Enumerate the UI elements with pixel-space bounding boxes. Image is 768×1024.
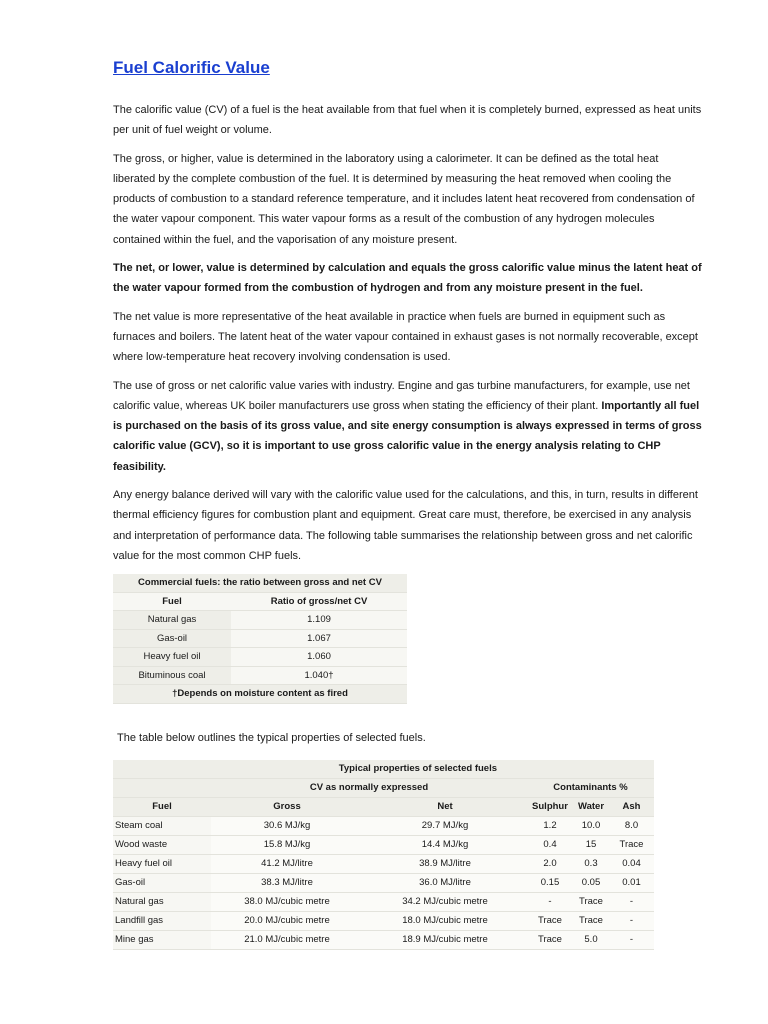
gross-cell: 15.8 MJ/kg [211, 835, 363, 854]
sulphur-cell: - [527, 892, 573, 911]
paragraph-gross-net-usage [113, 376, 703, 477]
document-body [113, 56, 703, 950]
table-row [113, 629, 407, 648]
contaminants-group-header: Contaminants % [527, 778, 654, 797]
net-cell: 36.0 MJ/litre [363, 873, 527, 892]
table-row [113, 611, 407, 630]
net-cell: 14.4 MJ/kg [363, 835, 527, 854]
fuel-cell: Wood waste [113, 835, 211, 854]
water-cell: 10.0 [573, 816, 609, 835]
header-net: Net [363, 797, 527, 816]
paragraph-gross-value: The gross, or higher, value is determined in the laboratory using a calorimeter. It can be defined as the total heat liberated by the complete combustion of the fuel. It is determined by measuring the heat removed when cooling the products of combustion to a standard reference temperature, and it includes latent heat recovered from condensation of the water vapour component. This water vapour forms as a result of the combustion of any hydrogen molecules contained within the fuel, and the vaporisation of any moisture present. [113, 152, 695, 246]
ratio-table-fuel-cell: Heavy fuel oil [113, 648, 231, 667]
table-row [113, 892, 654, 911]
gross-cell: 41.2 MJ/litre [211, 854, 363, 873]
ratio-table-ratio-cell: 1.109 [231, 611, 407, 630]
water-cell: Trace [573, 892, 609, 911]
ash-cell: 0.04 [609, 854, 654, 873]
water-cell: 0.3 [573, 854, 609, 873]
table-row [113, 666, 407, 685]
net-cell: 18.0 MJ/cubic metre [363, 911, 527, 930]
table-row [113, 873, 654, 892]
ratio-table-header-fuel: Fuel [113, 592, 231, 611]
ratio-table-caption: Commercial fuels: the ratio between gross and net CV [113, 574, 407, 592]
fuel-properties-table [113, 760, 654, 950]
fuel-cell: Steam coal [113, 816, 211, 835]
gross-cell: 21.0 MJ/cubic metre [211, 930, 363, 949]
header-sulphur: Sulphur [527, 797, 573, 816]
fuel-cell: Natural gas [113, 892, 211, 911]
ratio-table-ratio-cell: 1.067 [231, 629, 407, 648]
paragraph-cv-definition: The calorific value (CV) of a fuel is the heat available from that fuel when it is completely burned, expressed as heat units per unit of fuel weight or volume. [113, 104, 702, 137]
ash-cell: - [609, 911, 654, 930]
sulphur-cell: 0.4 [527, 835, 573, 854]
water-cell: 15 [573, 835, 609, 854]
table-row [113, 816, 654, 835]
ratio-table-fuel-cell: Bituminous coal [113, 666, 231, 685]
ratio-table-ratio-cell: 1.060 [231, 648, 407, 667]
gross-cell: 38.3 MJ/litre [211, 873, 363, 892]
paragraph-energy-balance: Any energy balance derived will vary with the calorific value used for the calculations, and this, in turn, results in different thermal efficiency figures for combustion plant and equipment. Great care must, therefore, be exercised in any analysis and interpretation of performance data. The following table summarises the relationship between gross and net calorific value for the most common CHP fuels. [113, 489, 698, 562]
cv-group-header: CV as normally expressed [211, 778, 527, 797]
water-cell: Trace [573, 911, 609, 930]
ratio-table-ratio-cell: 1.040† [231, 666, 407, 685]
ratio-table-fuel-cell: Natural gas [113, 611, 231, 630]
table-row [113, 835, 654, 854]
ash-cell: 0.01 [609, 873, 654, 892]
ratio-table-footnote: †Depends on moisture content as fired [113, 685, 407, 704]
header-water: Water [573, 797, 609, 816]
ash-cell: - [609, 930, 654, 949]
ratio-table-fuel-cell: Gas-oil [113, 629, 231, 648]
ash-cell: - [609, 892, 654, 911]
gross-cell: 20.0 MJ/cubic metre [211, 911, 363, 930]
paragraph-net-representative: The net value is more representative of the heat available in practice when fuels are burned in equipment such as furnaces and boilers. The latent heat of the water vapour contained in exhaust gases is not normally recoverable, except where low-temperature heat recovery involving condensation is used. [113, 310, 698, 364]
water-cell: 0.05 [573, 873, 609, 892]
net-cell: 29.7 MJ/kg [363, 816, 527, 835]
sulphur-cell: Trace [527, 930, 573, 949]
gross-cell: 30.6 MJ/kg [211, 816, 363, 835]
fuel-cell: Heavy fuel oil [113, 854, 211, 873]
fuel-cell: Mine gas [113, 930, 211, 949]
gross-cell: 38.0 MJ/cubic metre [211, 892, 363, 911]
header-gross: Gross [211, 797, 363, 816]
paragraph-net-value: The net, or lower, value is determined by calculation and equals the gross calorific value minus the latent heat of the water vapour formed from the combustion of hydrogen and from any moisture present in the fuel. [113, 262, 702, 295]
fuel-cell: Gas-oil [113, 873, 211, 892]
sulphur-cell: 1.2 [527, 816, 573, 835]
ratio-table-header-ratio: Ratio of gross/net CV [231, 592, 407, 611]
sulphur-cell: Trace [527, 911, 573, 930]
net-cell: 18.9 MJ/cubic metre [363, 930, 527, 949]
table-row [113, 648, 407, 667]
fuel-cell: Landfill gas [113, 911, 211, 930]
paragraph-usage-emphasis: Importantly all fuel is purchased on the basis of its gross value, and site energy consumption is always expressed in terms of gross calorific value (GCV), so it is important to use gross calorific value in the energy analysis relating to CHP feasibility. [113, 399, 702, 473]
sulphur-cell: 2.0 [527, 854, 573, 873]
table-row [113, 911, 654, 930]
ratio-table [113, 574, 407, 704]
table-row [113, 930, 654, 949]
net-cell: 38.9 MJ/litre [363, 854, 527, 873]
water-cell: 5.0 [573, 930, 609, 949]
table-row [113, 854, 654, 873]
sulphur-cell: 0.15 [527, 873, 573, 892]
paragraph-usage-text: The use of gross or net calorific value varies with industry. Engine and gas turbine manufacturers, for example, use net calorific value, whereas UK boiler manufacturers use gross when stating the efficiency of their plant. [113, 379, 690, 412]
ash-cell: Trace [609, 835, 654, 854]
header-ash: Ash [609, 797, 654, 816]
properties-table-caption: Typical properties of selected fuels [211, 760, 527, 779]
paragraph-table-intro: The table below outlines the typical properties of selected fuels. [117, 731, 426, 744]
header-fuel: Fuel [113, 797, 211, 816]
net-cell: 34.2 MJ/cubic metre [363, 892, 527, 911]
page-title[interactable]: Fuel Calorific Value [113, 58, 270, 77]
ash-cell: 8.0 [609, 816, 654, 835]
